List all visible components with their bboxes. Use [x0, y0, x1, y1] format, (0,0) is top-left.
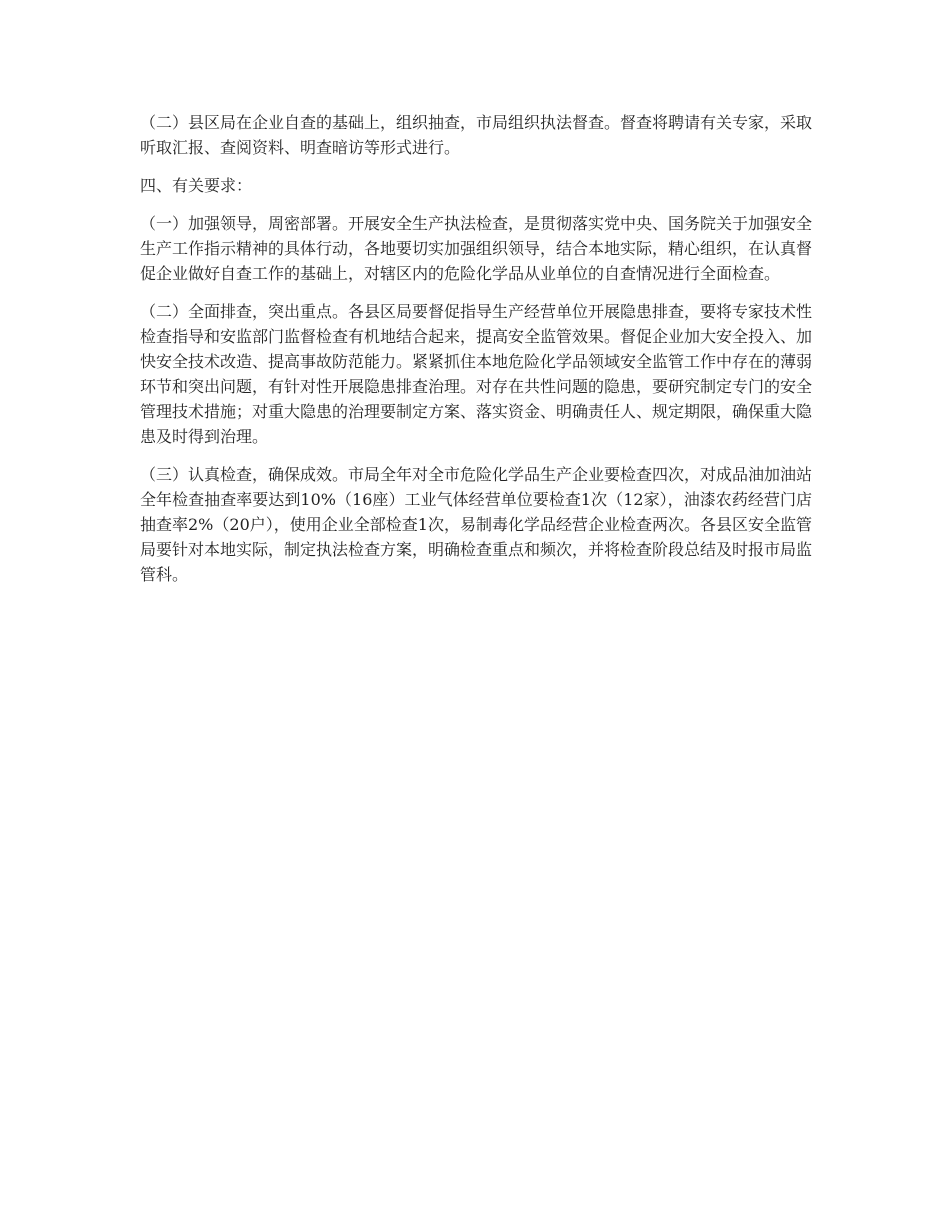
document-body [140, 110, 812, 600]
paragraph-county-spot-check: （二）县区局在企业自查的基础上，组织抽查，市局组织执法督查。督查将聘请有关专家，采取听取汇报、查阅资料、明查暗访等形式进行。 [140, 113, 813, 157]
paragraph-ensure-results: （三）认真检查，确保成效。市局全年对全市危险化学品生产企业要检查四次，对成品油加油站全年检查抽查率要达到10%（16座）工业气体经营单位要检查1次（12家），油漆农药经营门店抽查率2%（20户），使用企业全部检查1次，易制毒化学品经营企业检查两次。各县区安全监管局要针对本地实际，制定执法检查方案，明确检查重点和频次，并将检查阶段总结及时报市局监管科。 [140, 465, 813, 584]
paragraph-comprehensive-inspection: （二）全面排查，突出重点。各县区局要督促指导生产经营单位开展隐患排查，要将专家技术性检查指导和安监部门监督检查有机地结合起来，提高安全监管效果。督促企业加大安全投入、加快安全技术改造、提高事故防范能力。紧紧抓住本地危险化学品领域安全监管工作中存在的薄弱环节和突出问题，有针对性开展隐患排查治理。对存在共性问题的隐患，要研究制定专门的安全管理技术措施；对重大隐患的治理要制定方案、落实资金、明确责任人、规定期限，确保重大隐患及时得到治理。 [140, 302, 813, 446]
section-heading-requirements: 四、有关要求： [140, 176, 253, 195]
paragraph-strengthen-leadership: （一）加强领导，周密部署。开展安全生产执法检查，是贯彻落实党中央、国务院关于加强安全生产工作指示精神的具体行动，各地要切实加强组织领导，结合本地实际，精心组织，在认真督促企业做好自查工作的基础上，对辖区内的危险化学品从业单位的自查情况进行全面检查。 [140, 214, 813, 283]
